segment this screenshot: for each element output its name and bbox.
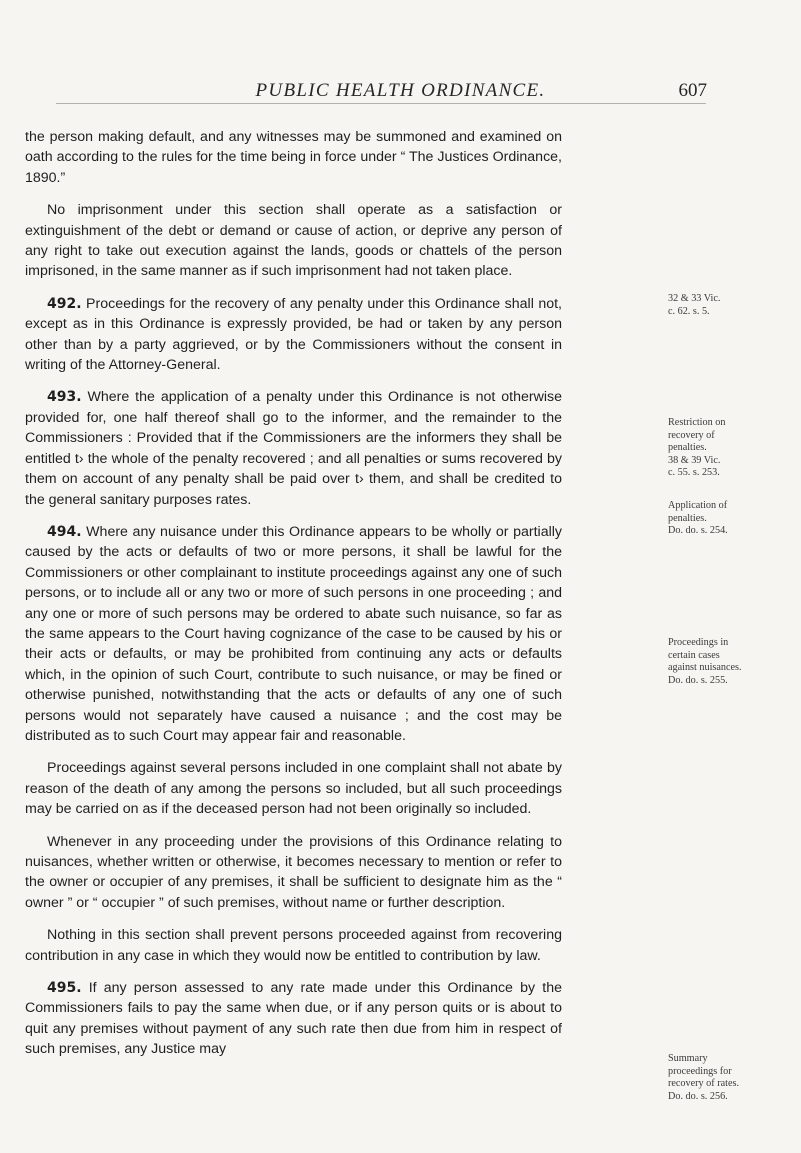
section-text: Where the application of a penalty under this Ordinance is not otherwise provided for, one half thereof shall go to the informer, and the remainder to the Commissioners : Provided that if the Commissioners are the informers they shall be entitled t› the whole of the penalty recovered ; and all penalties or sums recovered by them on account of any penalty shall be paid over t› them, and shall be credited to the general sanitary purposes rates. [25,389,562,508]
section-text: If any person assessed to any rate made under this Ordinance by the Commissioners fails to pay the same when due, or if any person quits or is about to quit any premises without payment of any such rate then due from him in respect of such premises, any Justice may [25,980,562,1058]
section-text: Where any nuisance under this Ordinance appears to be wholly or partially caused by the acts or defaults of two or more persons, it shall be lawful for the Commissioners or other complainant to institute proceedings against any one of such persons, or to include all or any two or more of such persons in one proceeding ; and any one or more of such persons may be ordered to abate such nuisance, so far as the same appears to the Court having cognizance of the case to be caused by his or their acts or defaults, or may be prohibited from continuing any acts or defaults which, in the opinion of such Court, contribute to such nuisance, or may be fined or otherwise punished, notwithstanding that the acts or defaults of any one of such persons would not separately have caused a nuisance ; and the cost may be distributed as to such Court may appear fair and reasonable. [25,523,562,744]
section-492 [25,294,562,376]
paragraph-contribution: Nothing in this section shall prevent persons proceeded against from recovering contribution in any case in which they would now be entitled to contribution by law. [25,927,562,964]
paragraph-continued: the person making default, and any witnesses may be summoned and examined on oath according to the rules for the time being in force under “ The Justices Ordinance, 1890.” [25,129,562,186]
header-rule [56,103,706,104]
margin-note-statute: 32 & 33 Vic. c. 62. s. 5. [668,293,721,317]
margin-note-proceedings: Proceedings in certain cases against nuisances. Do. do. s. 255. [668,637,742,686]
running-title: PUBLIC HEALTH ORDINANCE. [255,80,546,101]
section-number: 495. [47,980,82,997]
paragraph-several-persons: Proceedings against several persons included in one complaint shall not abate by reason of the death of any among the persons so included, but all such proceedings may be carried on as if the deceased person had not been originally so included. [25,760,562,818]
paragraph-imprisonment: No imprisonment under this section shall operate as a satisfaction or extinguishment of the debt or demand or cause of action, or deprive any person of any right to take out execution against the lands, goods or chattels of the person imprisoned, in the same manner as if such imprisonment had not taken place. [25,202,562,280]
margin-note-application: Application of penalties. Do. do. s. 254. [668,500,728,536]
page-number: 607 [678,80,707,101]
section-493 [25,387,562,509]
section-number: 493. [47,389,82,406]
section-494 [25,522,562,746]
section-number: 494. [47,523,82,540]
section-number: 492. [47,295,82,312]
margin-note-restriction: Restriction on recovery of penalties. 38 & 39 Vic. c. 55. s. 253. [668,417,726,478]
margin-note-summary: Summary proceedings for recovery of rates. Do. do. s. 256. [668,1053,739,1102]
paragraph-owner-occupier: Whenever in any proceeding under the provisions of this Ordinance relating to nuisances, whether written or otherwise, it becomes necessary to mention or refer to the owner or occupier of any premises, it shall be sufficient to designate him as the “ owner ” or “ occupier ” of such premises, without name or further description. [25,833,562,911]
section-495 [25,978,562,1060]
section-text: Proceedings for the recovery of any penalty under this Ordinance shall not, except as in this Ordinance is expressly provided, be had or taken by any person other than by a party aggrieved, or by the Commissioners without the consent in writing of the Attorney-General. [25,295,562,374]
body-text [25,127,562,1072]
